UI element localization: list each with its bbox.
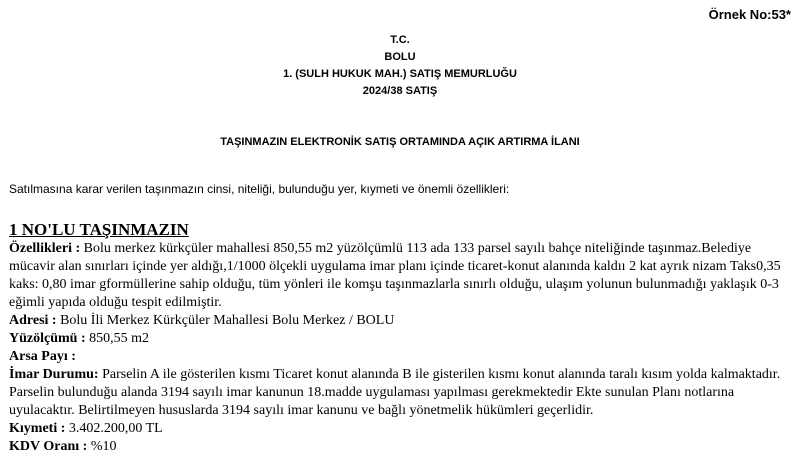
field-label: Özellikleri : [9, 241, 81, 256]
intro-text: Satılmasına karar verilen taşınmazın cinsi, niteliği, bulunduğu yer, kıymeti ve önemli özellikleri: [9, 182, 510, 196]
field-ozellikleri [9, 240, 791, 312]
property-heading: 1 NO'LU TAŞINMAZIN [9, 220, 189, 239]
header-line-tc: T.C. [390, 34, 410, 46]
header-line-city: BOLU [384, 51, 416, 63]
field-label: İmar Durumu: [9, 367, 99, 382]
field-yuzolcumu [9, 330, 791, 348]
field-value: Bolu merkez kürkçüler mahallesi 850,55 m2 yüzölçümlü 113 ada 133 parsel sayılı bahçe niteliğinde taşınmaz.Belediye mücavir alan sınırları içinde yer aldığı,1/1000 ölçekli uygulama imar planı içinde ticaret-konut alanında kaldıı 2 kat ayrık nizam Taks0,35 kaks: 0,80 imar gformüllerine sahip olduğu, tüm yönleri ile komşu taşınmazlarla sınırlı olduğu, ulaşım yolunun bulunmadığı yaklaşık 0-3 eğimli yapıda olduğu tespit edilmiştir. [9, 241, 781, 310]
field-value: 850,55 m2 [85, 331, 150, 346]
field-value: Parselin A ile gösterilen kısmı Ticaret konut alanında B ile gisterilen kısmı konut alanında taralı kısım yolda kalmaktadır. Parselin bulunduğu alanda 3194 sayılı imar kanunun 18.madde uygulaması yapılması gerekmektedir Ekte sunulan Planı notlarına uyulacaktır. Belirtilmeyen hususlarda 3194 sayılı imar kanunu ve bağlı yönetmelik hükümleri geçerlidir. [9, 367, 781, 418]
field-adresi [9, 312, 791, 330]
field-label: Yüzölçümü : [9, 331, 86, 346]
field-value: Bolu İli Merkez Kürkçüler Mahallesi Bolu Merkez / BOLU [56, 313, 395, 328]
field-label: KDV Oranı : [9, 439, 88, 454]
field-label: Kıymeti : [9, 421, 66, 436]
header-line-case: 2024/38 SATIŞ [362, 85, 438, 97]
announcement-title: TAŞINMAZIN ELEKTRONİK SATIŞ ORTAMINDA AÇIK ARTIRMA İLANI [220, 136, 580, 148]
field-kdv-orani [9, 438, 791, 456]
document-header [0, 32, 800, 100]
field-imar-durumu [9, 366, 791, 420]
field-label: Arsa Payı : [9, 349, 76, 364]
field-arsa-payi [9, 348, 791, 366]
field-kiymeti [9, 420, 791, 438]
field-label: Adresi : [9, 313, 57, 328]
property-section [9, 220, 791, 456]
field-value: %10 [87, 439, 117, 454]
sample-number: Örnek No:53* [708, 7, 791, 22]
field-value: 3.402.200,00 TL [65, 421, 163, 436]
header-line-office: 1. (SULH HUKUK MAH.) SATIŞ MEMURLUĞU [283, 68, 517, 80]
